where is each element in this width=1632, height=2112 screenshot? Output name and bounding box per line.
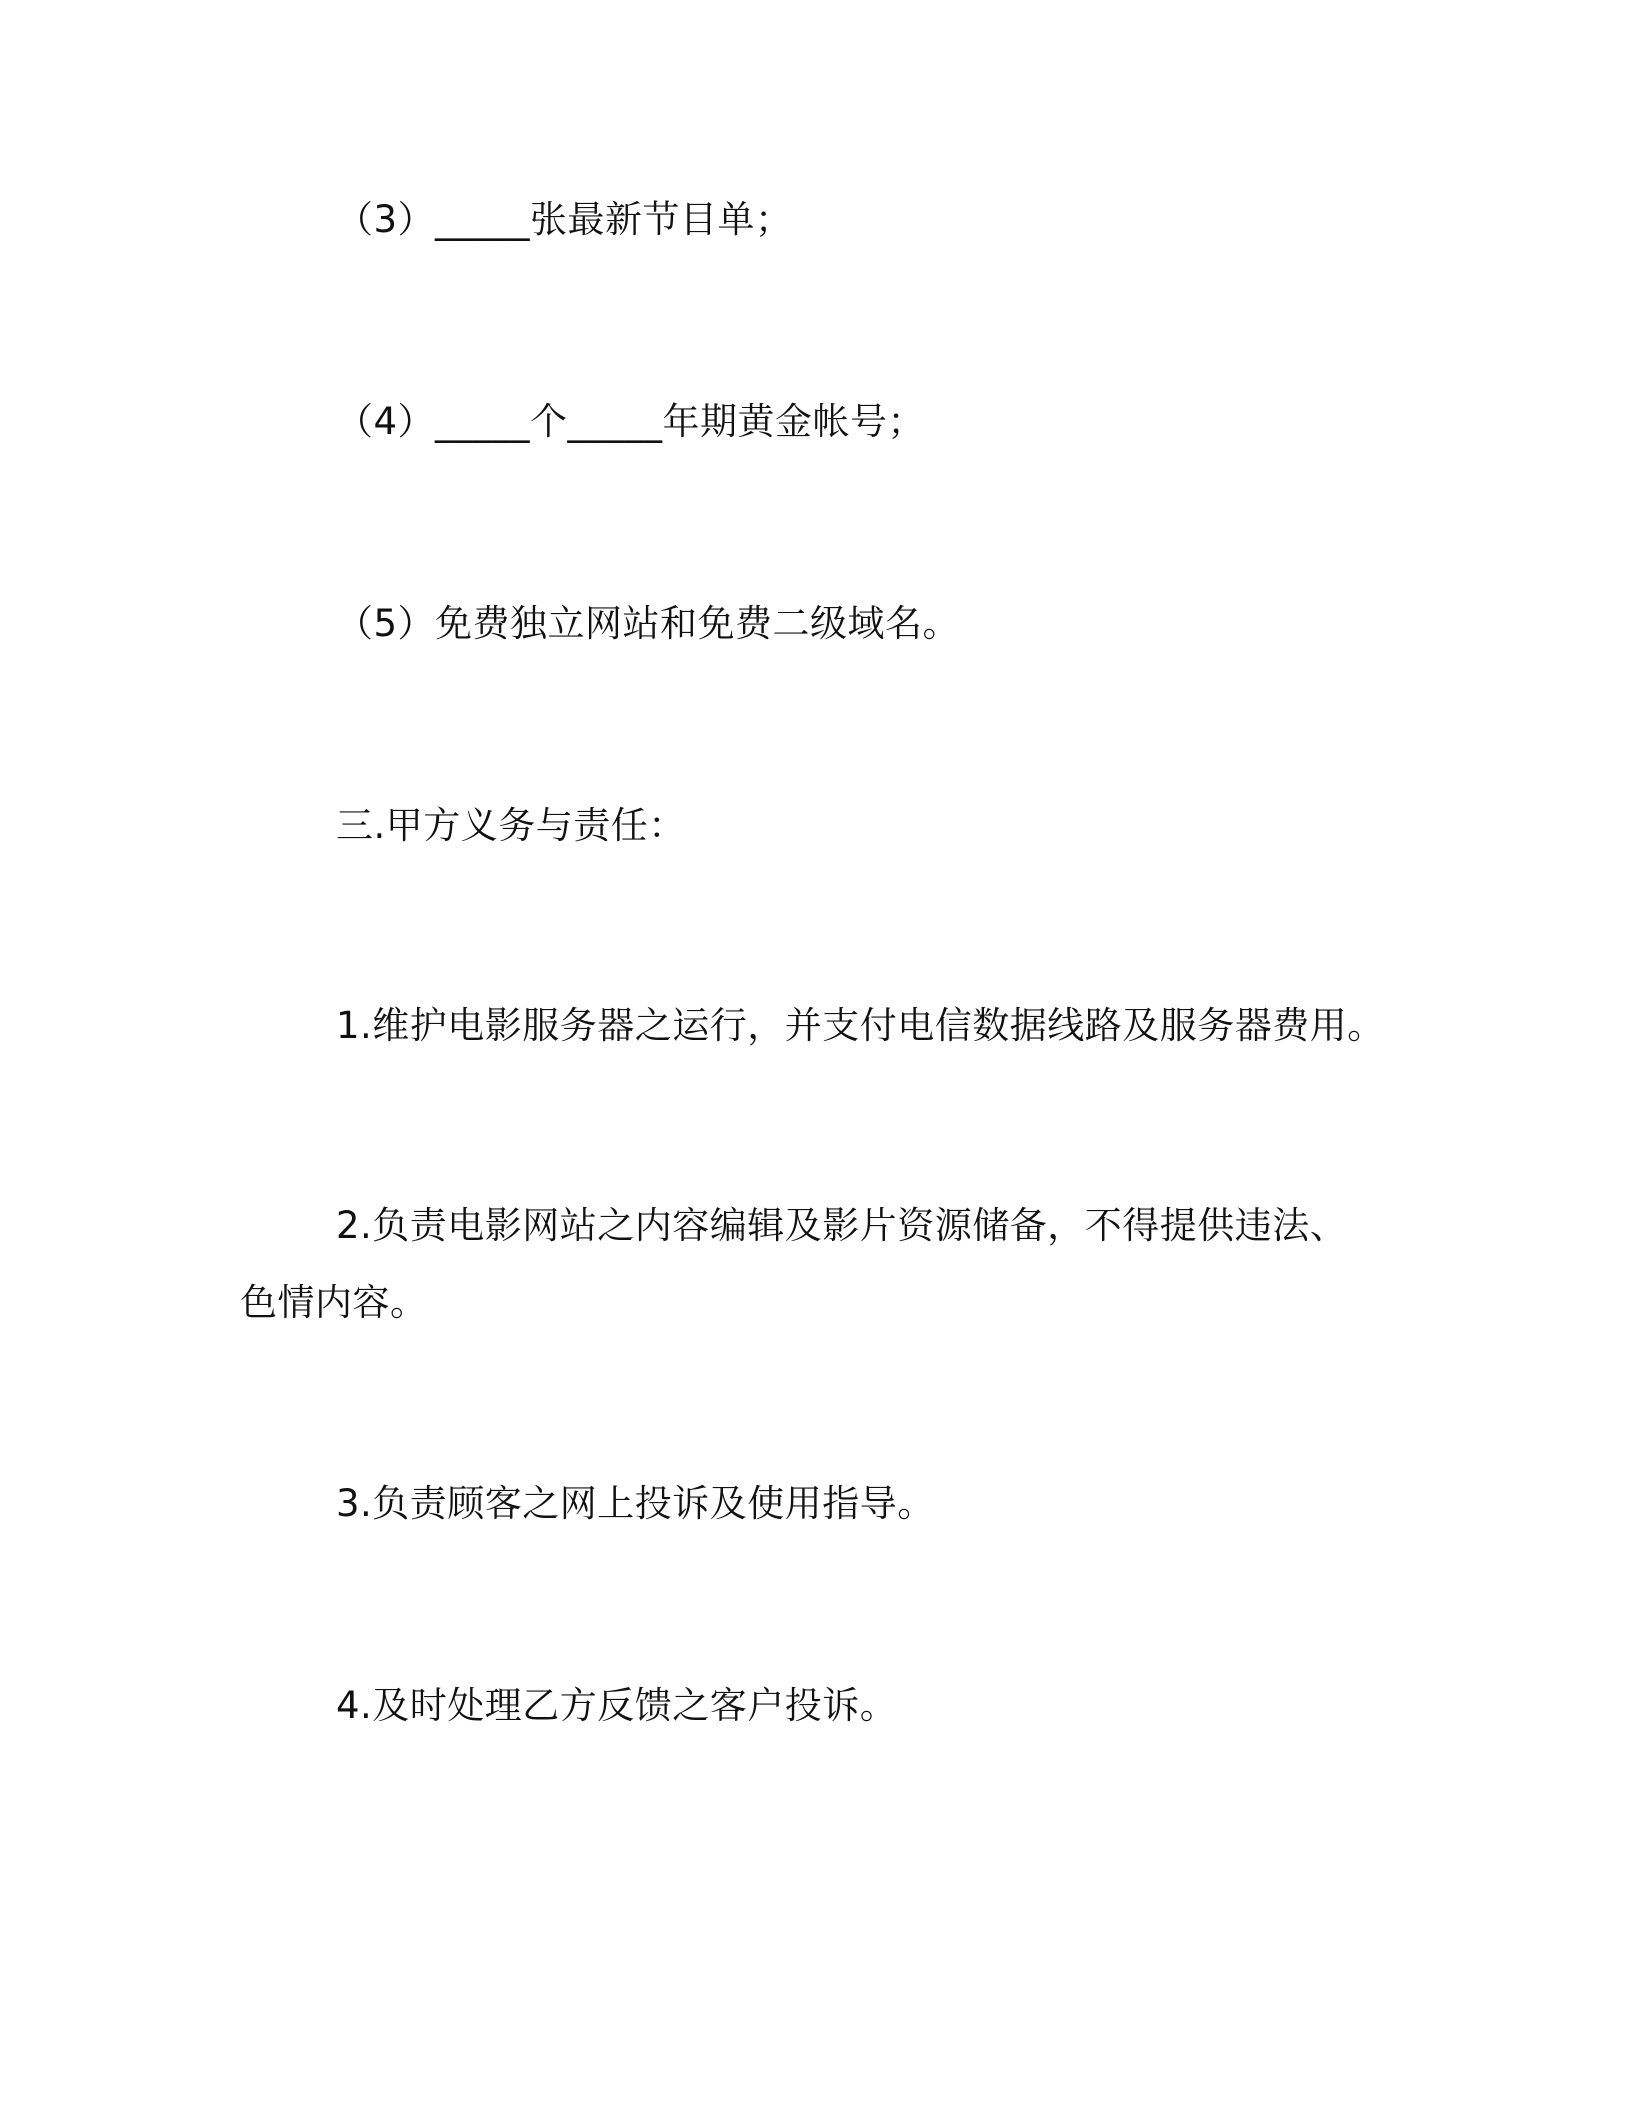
clause-paragraph: 3.负责顾客之网上投诉及使用指导。 — [336, 1482, 935, 1525]
list-item: （4）_____个_____年期黄金帐号； — [336, 400, 926, 443]
section-heading: 三.甲方义务与责任： — [336, 804, 686, 847]
list-item: （3）_____张最新节目单； — [336, 198, 793, 241]
list-item: （5）免费独立网站和免费二级域名。 — [336, 602, 961, 645]
clause-paragraph: 1.维护电影服务器之运行，并支付电信数据线路及服务器费用。 — [336, 1004, 1385, 1047]
clause-paragraph: 4.及时处理乙方反馈之客户投诉。 — [336, 1684, 898, 1727]
clause-paragraph: 2.负责电影网站之内容编辑及影片资源储备，不得提供违法、色情内容。 — [240, 1204, 1348, 1324]
